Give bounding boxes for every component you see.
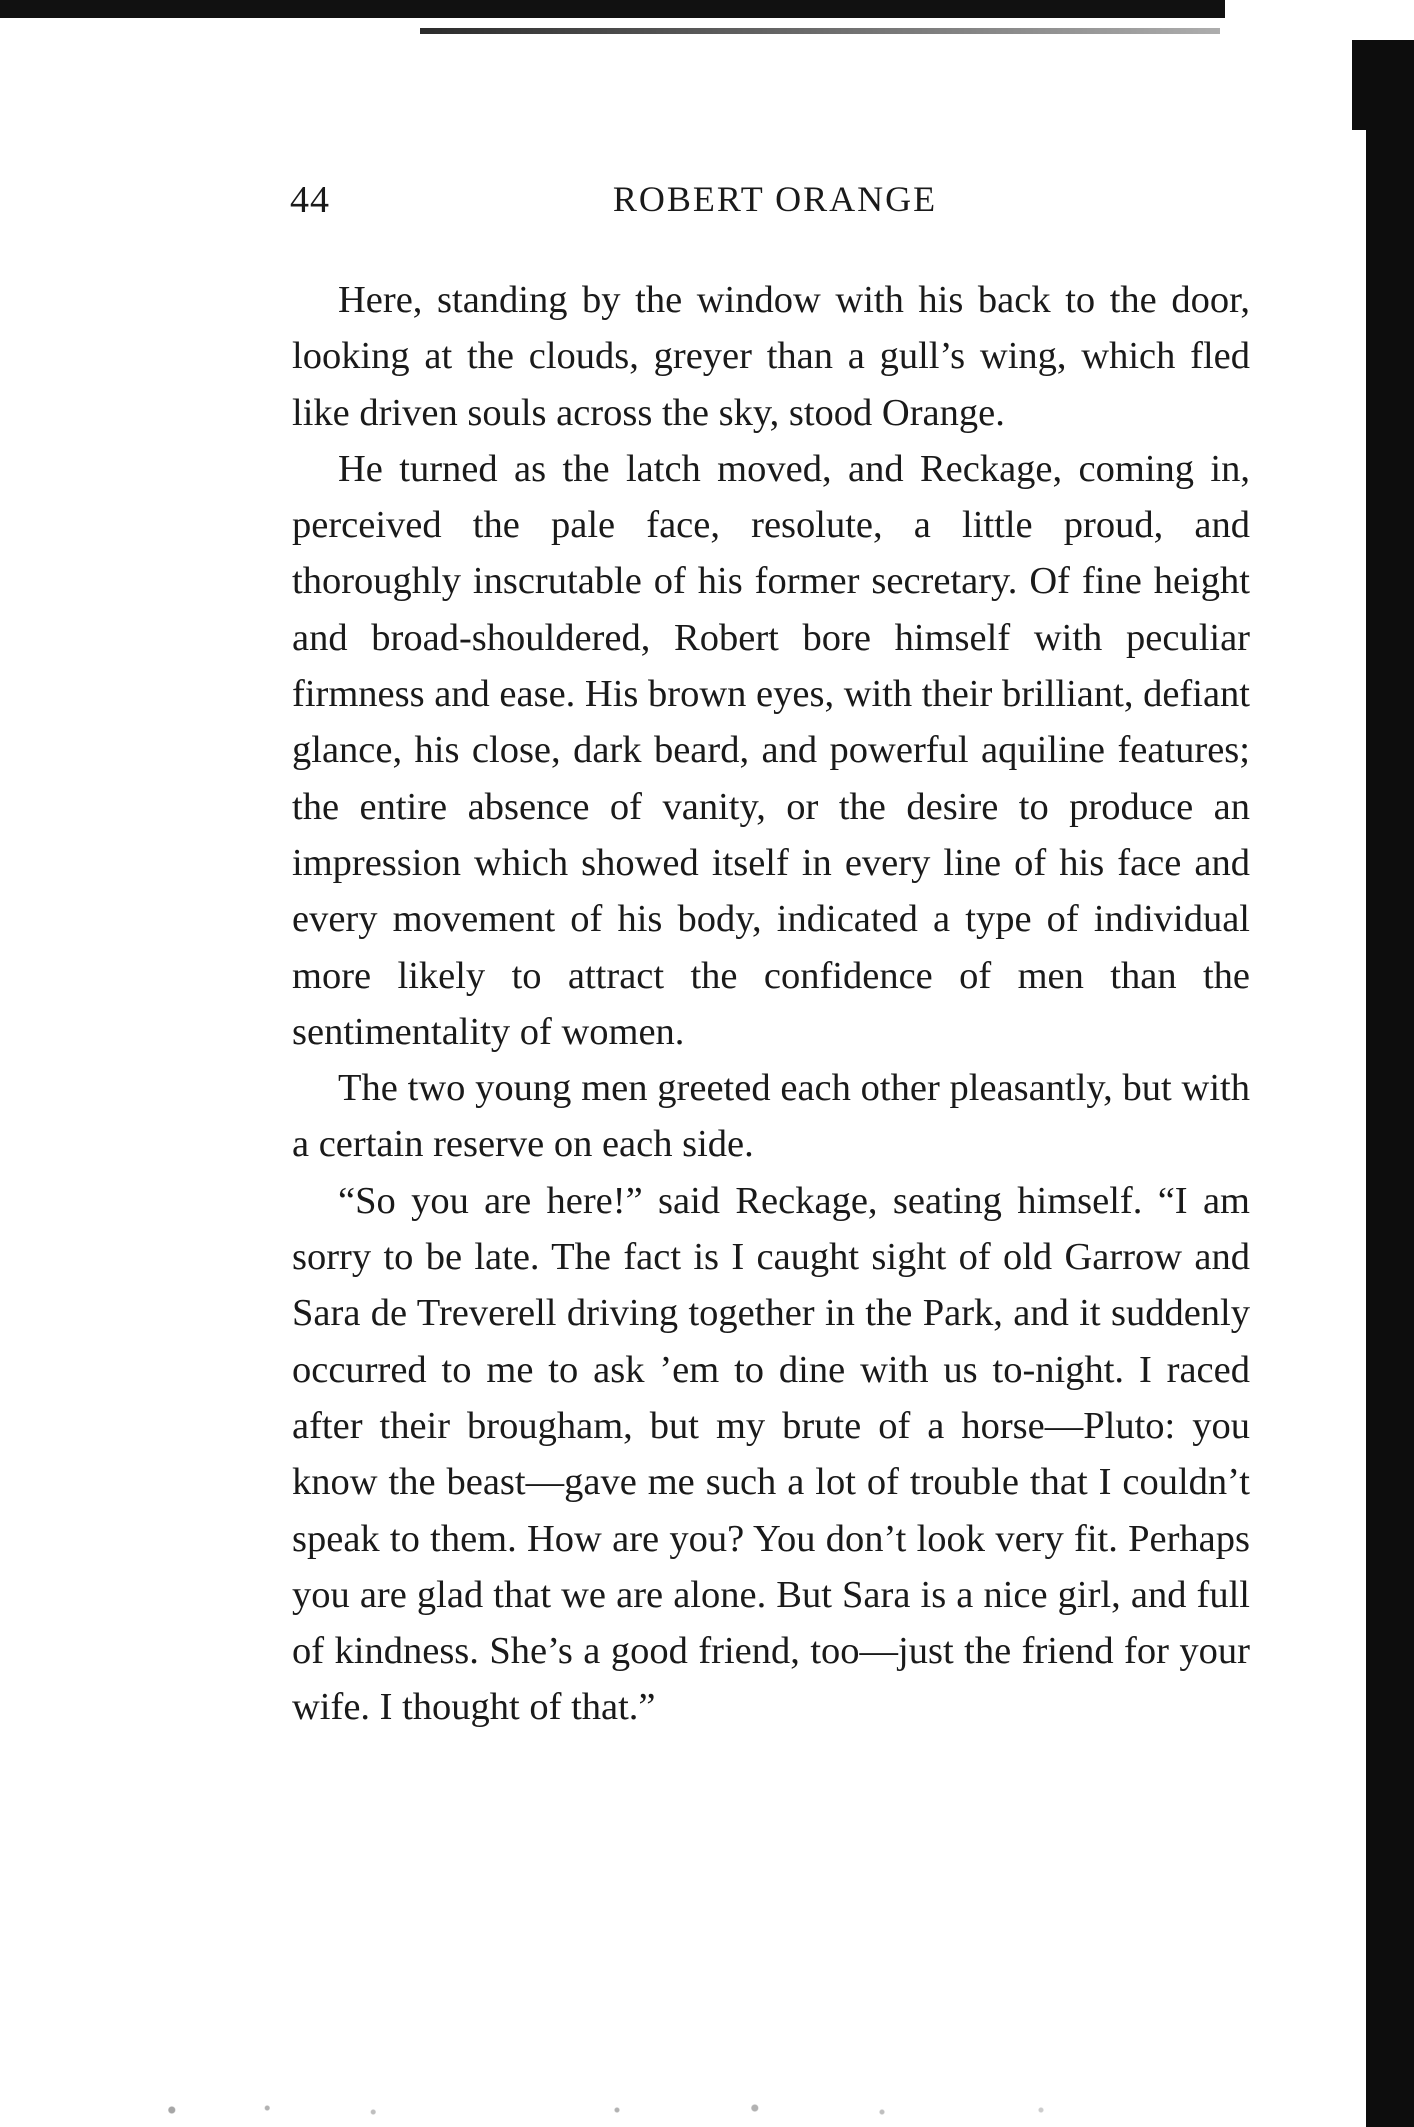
page-header — [290, 178, 1250, 238]
paragraph: “So you are here!” said Reckage, seating himself. “I am sorry to be late. The fact is I caught sight of old Garrow and Sara de Treverell driving together in the Park, and it suddenly occurred to me to ask ’em to dine with us to-night. I raced after their brougham, but my brute of a horse—Pluto: you know the beast—gave me such a lot of trouble that I couldn’t speak to them. How are you? You don’t look very fit. Perhaps you are glad that we are alone. But Sara is a nice girl, and full of kindness. She’s a good friend, too—just the friend for your wife. I thought of that.” — [292, 1179, 1250, 1729]
top-border-rule — [0, 0, 1225, 18]
paragraph: Here, standing by the window with his back to the door, looking at the clouds, greyer than a gull’s wing, which fled like driven souls across the sky, stood Orange. — [292, 279, 1250, 434]
body-text — [292, 272, 1250, 1736]
page-edge-notch — [1352, 40, 1374, 130]
paragraph: The two young men greeted each other pleasantly, but with a certain reserve on each side. — [292, 1067, 1250, 1166]
top-thin-rule — [420, 28, 1220, 34]
scan-specks — [140, 2100, 1200, 2120]
page-number: 44 — [290, 179, 330, 221]
paragraph: He turned as the latch moved, and Reckage, coming in, perceived the pale face, resolute, a little proud, and thoroughly inscrutable of his former secretary. Of fine height and broad-shouldered, Robert bore himself with peculiar firmness and ease. His brown eyes, with their brilliant, defiant glance, his close, dark beard, and powerful aquiline features; the entire absence of vanity, or the desire to produce an impression which showed itself in every line of his face and every movement of his body, indicated a type of individual more likely to attract the confidence of men than the sentimentality of women. — [292, 447, 1250, 1053]
page-edge-shadow — [1366, 40, 1414, 2127]
running-head: ROBERT ORANGE — [612, 179, 938, 219]
